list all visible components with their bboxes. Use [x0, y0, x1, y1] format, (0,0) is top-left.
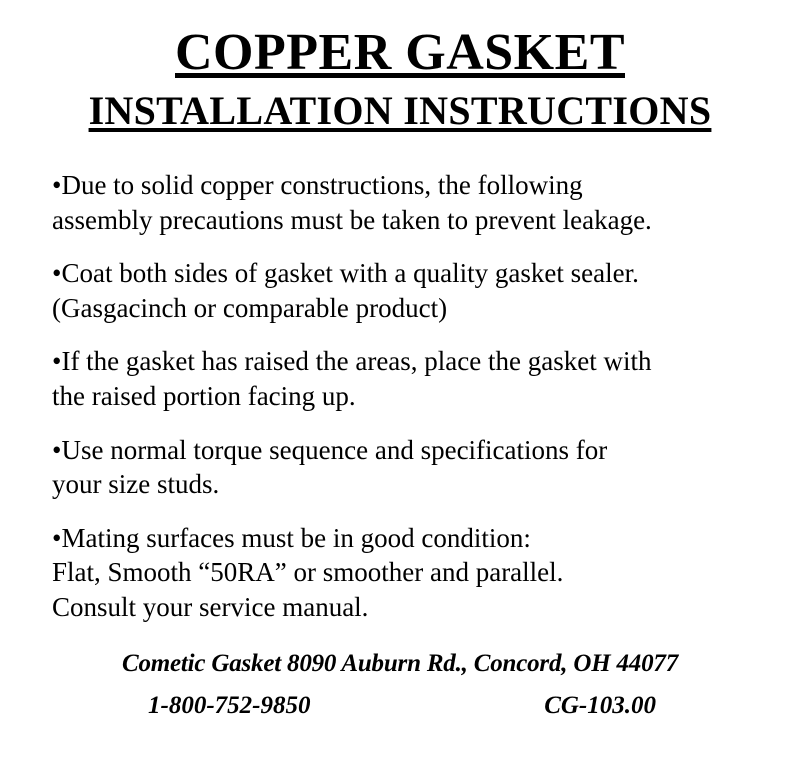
page-subtitle: INSTALLATION INSTRUCTIONS: [88, 88, 712, 134]
instruction-line: assembly precautions must be taken to prevent leakage.: [52, 204, 652, 235]
company-address: Cometic Gasket 8090 Auburn Rd., Concord, OH 44077: [122, 650, 678, 678]
instruction-item: [52, 521, 748, 625]
instruction-line: •Due to solid copper constructions, the following: [52, 170, 583, 201]
instruction-item: [52, 344, 748, 413]
document-page: [0, 24, 800, 783]
document-title-block: [0, 24, 800, 134]
instruction-line: your size studs.: [52, 469, 220, 500]
instruction-line: the raised portion facing up.: [52, 380, 356, 411]
instruction-item: [52, 433, 748, 502]
page-title: COPPER GASKET: [175, 24, 625, 81]
footer-contact-row: [52, 692, 748, 720]
phone-number: 1-800-752-9850: [148, 692, 311, 720]
title-line-1-wrap: [0, 24, 800, 82]
instruction-line: •Coat both sides of gasket with a quality gasket sealer.: [52, 258, 639, 289]
part-number: CG-103.00: [544, 692, 656, 720]
instruction-line: •Use normal torque sequence and specifications for: [52, 434, 608, 465]
instruction-line: •Mating surfaces must be in good condition:: [52, 522, 531, 553]
instructions-list: [52, 168, 748, 720]
instruction-item: [52, 168, 748, 237]
instruction-line: Flat, Smooth “50RA” or smoother and parallel.: [52, 557, 564, 588]
instruction-item: [52, 256, 748, 325]
instruction-line: (Gasgacinch or comparable product): [52, 292, 448, 323]
instruction-line: Consult your service manual.: [52, 591, 369, 622]
title-line-2-wrap: [0, 82, 800, 134]
document-footer: [52, 650, 748, 720]
instruction-line: •If the gasket has raised the areas, place the gasket with: [52, 346, 652, 377]
